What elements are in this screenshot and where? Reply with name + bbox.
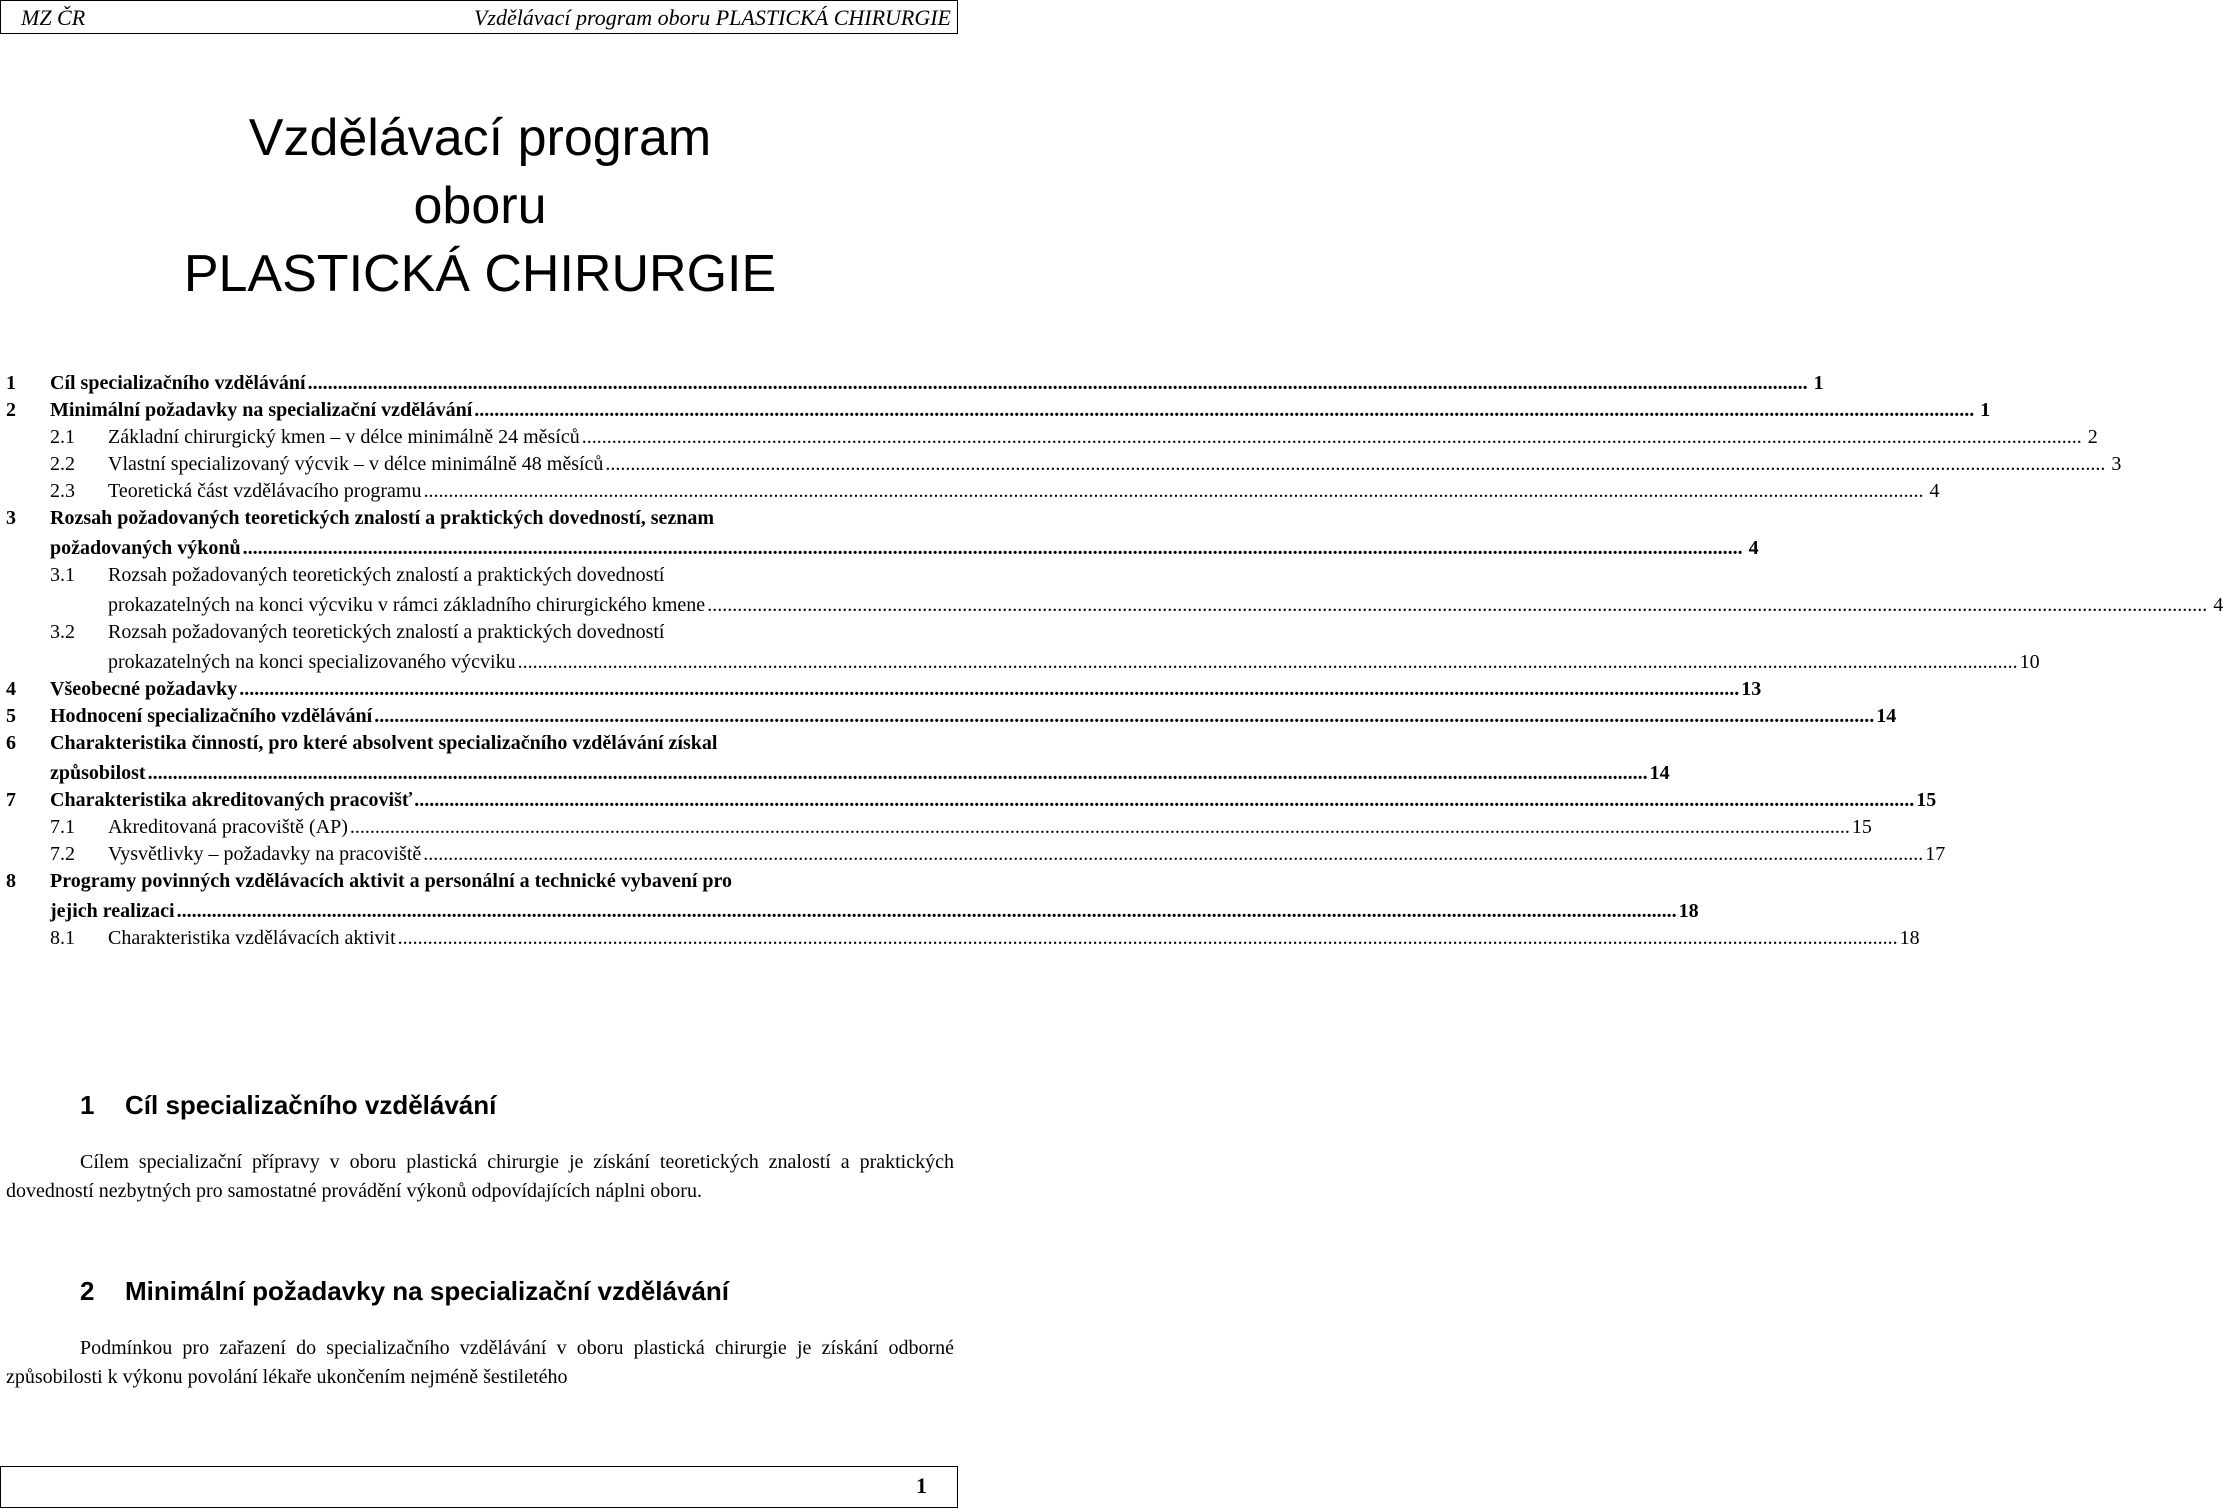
toc-entry[interactable] [6,814,1872,841]
toc-entry[interactable] [6,619,2040,676]
toc-entry-number: 6 [6,732,16,754]
toc-entry-title: Cíl specializačního vzdělávání [50,372,306,394]
document-title-line-3: PLASTICKÁ CHIRURGIE [183,245,777,303]
toc-entry[interactable] [6,841,1946,868]
section-1-paragraph: Cílem specializační přípravy v oboru plastická chirurgie je získání teoretických znalostí a praktických dovedností nezbytných pro samostatné provádění výkonů odpovídajících náplni oboru. [6,1151,954,1202]
toc-entry-page: 14 [1649,762,1670,784]
toc-leader-dots: ............................................................................................................................................................................................................................................................................................................ [349,816,1850,838]
toc-entry-title: Akreditovaná pracoviště (AP) [108,816,348,838]
toc-entry-title: Charakteristika vzdělávacích aktivit [108,927,396,949]
toc-leader-dots: ............................................................................................................................................................................................................................................................................................................ [239,678,1740,700]
toc-entry[interactable] [6,478,1940,505]
section-1-number: 1 [80,1090,95,1120]
toc-entry-number: 8 [6,870,16,892]
toc-entry-title-continued: prokazatelných na konci specializovaného výcviku [108,651,516,673]
toc-entry-title: Hodnocení specializačního vzdělávání [50,705,373,727]
toc-entry-number: 5 [6,705,16,727]
toc-entry[interactable] [6,451,2122,478]
toc-leader-dots: ............................................................................................................................................................................................................................................................................................................ [307,372,1808,394]
toc-entry-page: 15 [1851,816,1872,838]
toc-entry-number: 2.3 [50,480,75,502]
toc-entry[interactable] [6,925,1920,952]
header-ministry: MZ ČR [21,5,86,30]
toc-leader-dots: ............................................................................................................................................................................................................................................................................................................ [605,453,2106,475]
section-1-heading [80,1090,496,1121]
toc-entry-number: 3.2 [50,621,75,643]
toc-entry-page: 18 [1678,900,1699,922]
toc-entry-page: 3 [2111,453,2122,475]
toc-entry-number: 3.1 [50,564,75,586]
toc-entry-page: 17 [1925,843,1946,865]
toc-entry-page: 2 [2087,426,2098,448]
toc-entry-title-continued: způsobilost [50,762,146,784]
toc-entry-title-continued: požadovaných výkonů [50,537,241,559]
toc-entry-number: 7 [6,789,16,811]
toc-entry[interactable] [6,562,2223,619]
toc-entry-number: 1 [6,372,16,394]
section-1-title: Cíl specializačního vzdělávání [125,1090,497,1120]
toc-entry-page: 1 [1813,372,1824,394]
toc-entry[interactable] [6,505,1759,562]
toc-entry-title: Programy povinných vzdělávacích aktivit a personální a technické vybavení pro [50,870,733,892]
toc-entry[interactable] [6,730,1670,787]
document-title [0,104,960,308]
toc-leader-dots: ............................................................................................................................................................................................................................................................................................................ [517,651,2018,673]
page-footer [0,1466,958,1508]
toc-leader-dots: ............................................................................................................................................................................................................................................................................................................ [242,537,1743,559]
toc-entry-title: Vysvětlivky – požadavky na pracoviště [108,843,422,865]
toc-leader-dots: ............................................................................................................................................................................................................................................................................................................ [414,789,1915,811]
toc-entry[interactable] [6,370,1824,397]
toc-entry-page: 4 [2213,594,2223,616]
toc-entry-number: 7.1 [50,816,75,838]
toc-entry-page: 15 [1916,789,1937,811]
toc-entry-number: 4 [6,678,16,700]
toc-entry-title: Minimální požadavky na specializační vzdělávání [50,399,473,421]
toc-entry-title: Charakteristika akreditovaných pracovišť [50,789,413,811]
toc-entry-title: Rozsah požadovaných teoretických znalostí a praktických dovedností [108,564,665,586]
toc-leader-dots: ............................................................................................................................................................................................................................................................................................................ [397,927,1898,949]
toc-entry-title: Teoretická část vzdělávacího programu [108,480,422,502]
toc-entry-page: 4 [1748,537,1759,559]
toc-leader-dots: ............................................................................................................................................................................................................................................................................................................ [707,594,2208,616]
toc-leader-dots: ............................................................................................................................................................................................................................................................................................................ [423,480,1924,502]
toc-leader-dots: ............................................................................................................................................................................................................................................................................................................ [147,762,1648,784]
toc-leader-dots: ............................................................................................................................................................................................................................................................................................................ [581,426,2082,448]
toc-entry-title-continued: jejich realizaci [50,900,175,922]
toc-entry-title: Charakteristika činností, pro které absolvent specializačního vzdělávání získal [50,732,718,754]
toc-leader-dots: ............................................................................................................................................................................................................................................................................................................ [423,843,1924,865]
section-2-number: 2 [80,1276,95,1306]
document-title-line-1: Vzdělávací program [248,109,712,167]
toc-entry[interactable] [6,703,1897,730]
header-document-title: Vzdělávací program oboru PLASTICKÁ CHIRURGIE [473,5,951,30]
toc-leader-dots: ............................................................................................................................................................................................................................................................................................................ [474,399,1975,421]
toc-entry[interactable] [6,676,1762,703]
toc-entry-title: Základní chirurgický kmen – v délce minimálně 24 měsíců [108,426,580,448]
page-header [0,0,958,34]
toc-entry-page: 4 [1929,480,1940,502]
toc-entry[interactable] [6,424,2098,451]
toc-entry-title: Rozsah požadovaných teoretických znalostí a praktických dovedností, seznam [50,507,715,529]
toc-entry-number: 3 [6,507,16,529]
toc-entry-number: 2 [6,399,16,421]
table-of-contents [6,370,2223,952]
toc-entry[interactable] [6,868,1699,925]
section-2-heading [80,1276,729,1307]
document-title-line-2: oboru [413,177,547,235]
toc-leader-dots: ............................................................................................................................................................................................................................................................................................................ [176,900,1677,922]
toc-entry-page: 13 [1741,678,1762,700]
toc-entry-number: 8.1 [50,927,75,949]
toc-entry-title-continued: prokazatelných na konci výcviku v rámci základního chirurgického kmene [108,594,706,616]
toc-entry-number: 2.1 [50,426,75,448]
toc-entry-number: 7.2 [50,843,75,865]
section-2-paragraph: Podmínkou pro zařazení do specializačního vzdělávání v oboru plastická chirurgie je získání odborné způsobilosti k výkonu povolání lékaře ukončením nejméně šestiletého [6,1337,954,1388]
toc-entry-page: 18 [1899,927,1920,949]
toc-entry-page: 1 [1980,399,1991,421]
toc-entry-title: Všeobecné požadavky [50,678,238,700]
toc-leader-dots: ............................................................................................................................................................................................................................................................................................................ [374,705,1875,727]
page-number: 1 [916,1473,927,1498]
section-2-title: Minimální požadavky na specializační vzdělávání [125,1276,730,1306]
toc-entry[interactable] [6,397,1991,424]
toc-entry-page: 10 [2019,651,2040,673]
toc-entry[interactable] [6,787,1937,814]
toc-entry-page: 14 [1876,705,1897,727]
toc-entry-title: Rozsah požadovaných teoretických znalostí a praktických dovedností [108,621,665,643]
toc-entry-title: Vlastní specializovaný výcvik – v délce minimálně 48 měsíců [108,453,604,475]
toc-entry-number: 2.2 [50,453,75,475]
